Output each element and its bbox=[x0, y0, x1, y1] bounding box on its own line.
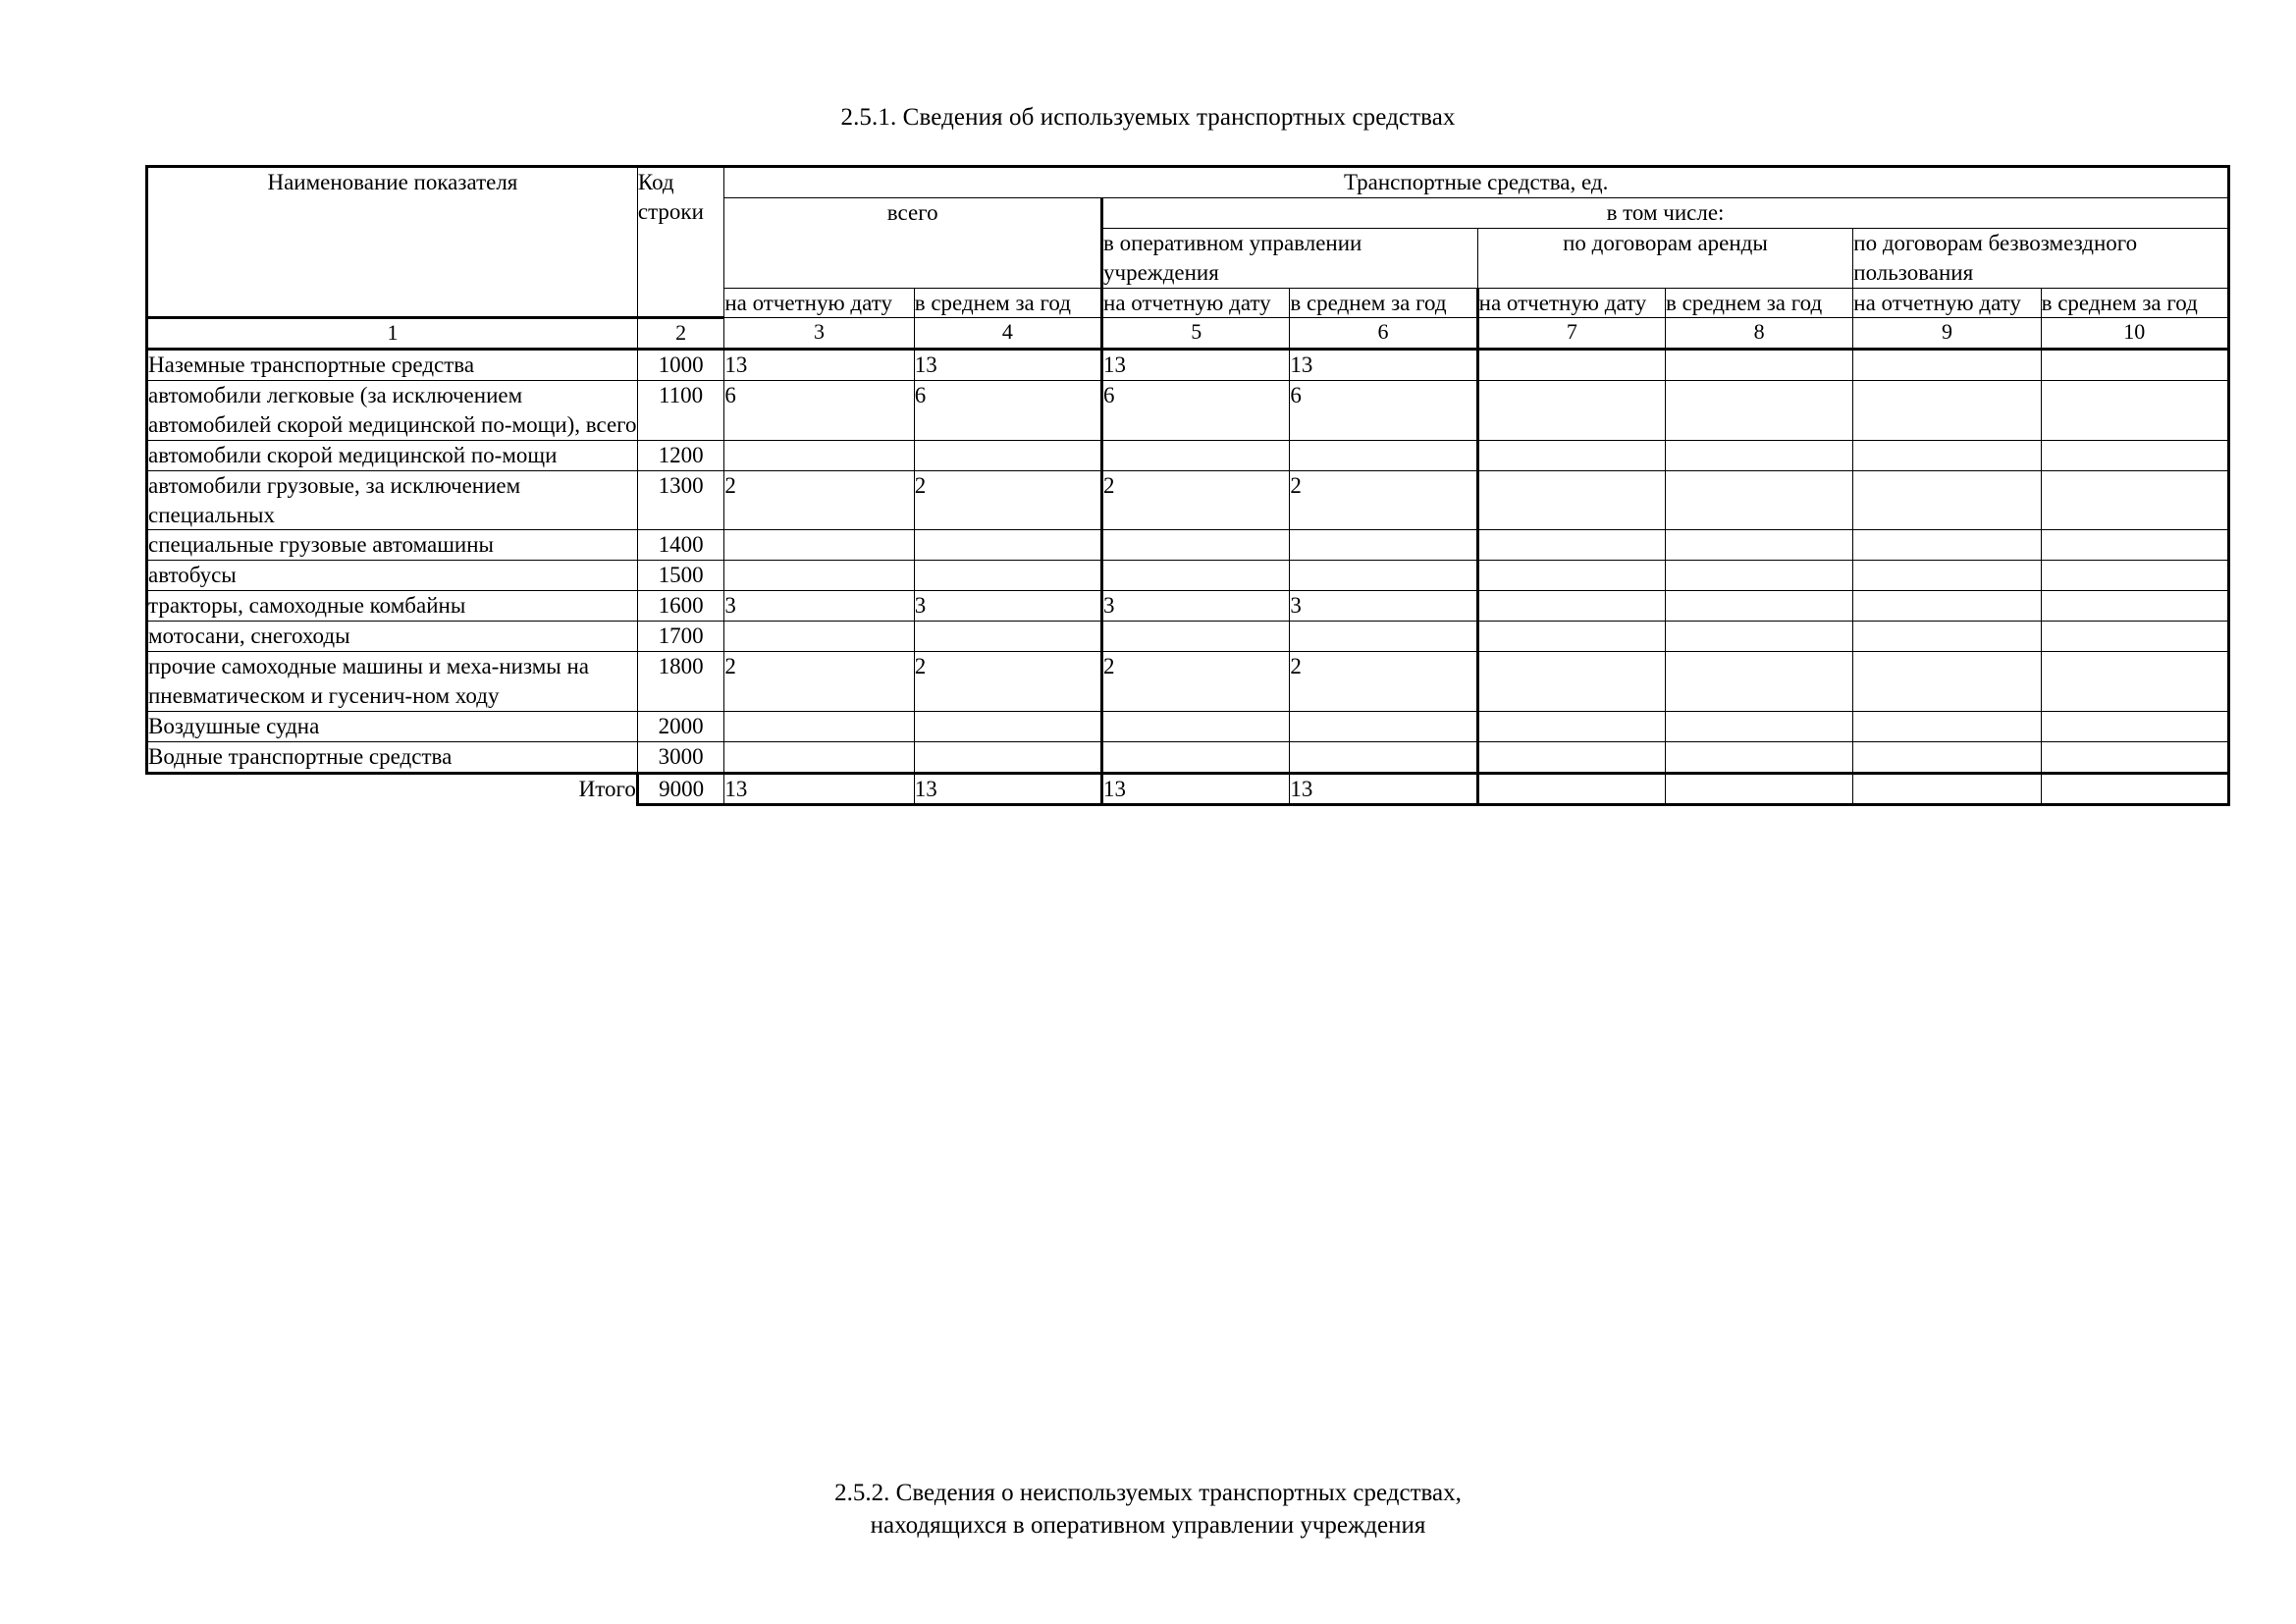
row-value-col4 bbox=[914, 561, 1101, 591]
row-value-col10 bbox=[2041, 470, 2228, 530]
vehicles-table bbox=[145, 165, 2230, 806]
row-value-col7 bbox=[1477, 622, 1665, 652]
row-value-col3: 13 bbox=[724, 350, 914, 381]
colnum-1: 1 bbox=[147, 318, 638, 350]
row-value-col8 bbox=[1665, 561, 1852, 591]
colnum-5: 5 bbox=[1102, 318, 1290, 350]
colnum-10: 10 bbox=[2041, 318, 2228, 350]
total-value-col3: 13 bbox=[724, 773, 914, 805]
row-value-col9 bbox=[1853, 711, 2041, 741]
row-value-col9 bbox=[1853, 530, 2041, 561]
row-value-col4 bbox=[914, 440, 1101, 470]
row-indicator-name: автобусы bbox=[147, 561, 638, 591]
row-value-col7 bbox=[1477, 711, 1665, 741]
row-value-col4: 2 bbox=[914, 470, 1101, 530]
vehicles-table-container bbox=[145, 165, 2230, 806]
header-indicator-name: Наименование показателя bbox=[147, 167, 638, 318]
row-indicator-name: мотосани, снегоходы bbox=[147, 622, 638, 652]
row-value-col9 bbox=[1853, 622, 2041, 652]
total-value-col8 bbox=[1665, 773, 1852, 805]
row-value-col5: 6 bbox=[1102, 380, 1290, 440]
colnum-2: 2 bbox=[637, 318, 723, 350]
colnum-7: 7 bbox=[1477, 318, 1665, 350]
row-indicator-name: прочие самоходные машины и меха-низмы на пневматическом и гусенич-ном ходу bbox=[147, 651, 638, 711]
colnum-4: 4 bbox=[914, 318, 1101, 350]
vehicles-table-body bbox=[147, 350, 2229, 773]
row-value-col7 bbox=[1477, 591, 1665, 622]
row-value-col9 bbox=[1853, 350, 2041, 381]
row-value-col7 bbox=[1477, 470, 1665, 530]
row-value-col9 bbox=[1853, 470, 2041, 530]
row-value-col3 bbox=[724, 741, 914, 773]
total-value-col5: 13 bbox=[1102, 773, 1290, 805]
row-indicator-name: Наземные транспортные средства bbox=[147, 350, 638, 381]
table-row bbox=[147, 470, 2229, 530]
row-value-col3: 2 bbox=[724, 651, 914, 711]
row-value-col7 bbox=[1477, 561, 1665, 591]
row-value-col9 bbox=[1853, 561, 2041, 591]
row-value-col4: 6 bbox=[914, 380, 1101, 440]
row-code-value: 1400 bbox=[637, 530, 723, 561]
colnum-3: 3 bbox=[724, 318, 914, 350]
row-value-col5: 2 bbox=[1102, 651, 1290, 711]
table-row bbox=[147, 440, 2229, 470]
row-value-col8 bbox=[1665, 530, 1852, 561]
table-row bbox=[147, 591, 2229, 622]
header-col6-avg-year: в среднем за год bbox=[1290, 288, 1477, 318]
header-subgroup-free-use: по договорам безвозмездного пользования bbox=[1853, 228, 2229, 288]
row-indicator-name: специальные грузовые автомашины bbox=[147, 530, 638, 561]
row-value-col10 bbox=[2041, 591, 2228, 622]
row-value-col7 bbox=[1477, 350, 1665, 381]
row-value-col10 bbox=[2041, 440, 2228, 470]
row-code-value: 1800 bbox=[637, 651, 723, 711]
row-value-col8 bbox=[1665, 350, 1852, 381]
row-value-col9 bbox=[1853, 380, 2041, 440]
row-value-col10 bbox=[2041, 622, 2228, 652]
row-value-col10 bbox=[2041, 741, 2228, 773]
total-row bbox=[147, 773, 2229, 805]
row-value-col5: 2 bbox=[1102, 470, 1290, 530]
row-value-col8 bbox=[1665, 622, 1852, 652]
row-value-col8 bbox=[1665, 741, 1852, 773]
footer-line-2: находящихся в оперативном управлении учреждения bbox=[870, 1511, 1426, 1539]
total-row-label: Итого bbox=[147, 773, 638, 805]
header-col7-at-date: на отчетную дату bbox=[1477, 288, 1665, 318]
row-value-col4: 13 bbox=[914, 350, 1101, 381]
row-value-col4: 3 bbox=[914, 591, 1101, 622]
row-value-col4 bbox=[914, 711, 1101, 741]
table-row bbox=[147, 741, 2229, 773]
row-value-col6 bbox=[1290, 530, 1477, 561]
row-code-value: 1600 bbox=[637, 591, 723, 622]
row-value-col3 bbox=[724, 530, 914, 561]
header-col9-at-date: на отчетную дату bbox=[1853, 288, 2041, 318]
row-value-col7 bbox=[1477, 530, 1665, 561]
table-row bbox=[147, 350, 2229, 381]
header-col8-avg-year: в среднем за год bbox=[1665, 288, 1852, 318]
row-value-col6 bbox=[1290, 741, 1477, 773]
row-value-col6: 2 bbox=[1290, 651, 1477, 711]
row-value-col3: 2 bbox=[724, 470, 914, 530]
row-value-col8 bbox=[1665, 711, 1852, 741]
row-code-value: 1500 bbox=[637, 561, 723, 591]
row-code-value: 1000 bbox=[637, 350, 723, 381]
header-row-code: Код строки bbox=[637, 167, 723, 318]
row-value-col7 bbox=[1477, 380, 1665, 440]
row-value-col6: 3 bbox=[1290, 591, 1477, 622]
row-value-col6 bbox=[1290, 561, 1477, 591]
row-value-col10 bbox=[2041, 350, 2228, 381]
header-subgroup-operational: в оперативном управлении учреждения bbox=[1102, 228, 1478, 288]
total-value-col6: 13 bbox=[1290, 773, 1477, 805]
total-value-col7 bbox=[1477, 773, 1665, 805]
row-indicator-name: автомобили грузовые, за исключением специальных bbox=[147, 470, 638, 530]
row-value-col6 bbox=[1290, 622, 1477, 652]
row-value-col10 bbox=[2041, 380, 2228, 440]
row-value-col8 bbox=[1665, 440, 1852, 470]
row-value-col3 bbox=[724, 440, 914, 470]
row-value-col4 bbox=[914, 530, 1101, 561]
row-indicator-name: Водные транспортные средства bbox=[147, 741, 638, 773]
row-value-col9 bbox=[1853, 651, 2041, 711]
row-value-col3 bbox=[724, 711, 914, 741]
row-value-col8 bbox=[1665, 470, 1852, 530]
header-col3-at-date: на отчетную дату bbox=[724, 288, 914, 318]
row-value-col7 bbox=[1477, 440, 1665, 470]
colnum-6: 6 bbox=[1290, 318, 1477, 350]
row-value-col6: 2 bbox=[1290, 470, 1477, 530]
table-row bbox=[147, 622, 2229, 652]
row-value-col4 bbox=[914, 622, 1101, 652]
row-indicator-name: автомобили легковые (за исключением автомобилей скорой медицинской по-мощи), всего bbox=[147, 380, 638, 440]
row-value-col5 bbox=[1102, 530, 1290, 561]
footer-line-1: 2.5.2. Сведения о неиспользуемых транспортных средствах, bbox=[834, 1480, 1462, 1506]
row-value-col10 bbox=[2041, 530, 2228, 561]
row-code-value: 1300 bbox=[637, 470, 723, 530]
row-value-col7 bbox=[1477, 741, 1665, 773]
row-value-col3: 3 bbox=[724, 591, 914, 622]
row-value-col10 bbox=[2041, 561, 2228, 591]
row-value-col3 bbox=[724, 622, 914, 652]
row-value-col5: 3 bbox=[1102, 591, 1290, 622]
row-value-col8 bbox=[1665, 651, 1852, 711]
row-value-col5 bbox=[1102, 741, 1290, 773]
row-value-col9 bbox=[1853, 591, 2041, 622]
row-code-value: 3000 bbox=[637, 741, 723, 773]
row-value-col6 bbox=[1290, 440, 1477, 470]
row-value-col5 bbox=[1102, 622, 1290, 652]
row-value-col5: 13 bbox=[1102, 350, 1290, 381]
row-value-col6: 6 bbox=[1290, 380, 1477, 440]
total-value-col9 bbox=[1853, 773, 2041, 805]
row-indicator-name: автомобили скорой медицинской по-мощи bbox=[147, 440, 638, 470]
table-row bbox=[147, 711, 2229, 741]
header-vehicles-group: Транспортные средства, ед. bbox=[724, 167, 2229, 198]
row-value-col10 bbox=[2041, 711, 2228, 741]
row-value-col5 bbox=[1102, 711, 1290, 741]
row-value-col5 bbox=[1102, 561, 1290, 591]
row-value-col8 bbox=[1665, 591, 1852, 622]
column-number-row bbox=[147, 318, 2229, 350]
page-title: 2.5.1. Сведения об используемых транспортных средствах bbox=[840, 104, 1456, 131]
row-value-col6: 13 bbox=[1290, 350, 1477, 381]
row-value-col3 bbox=[724, 561, 914, 591]
header-col4-avg-year: в среднем за год bbox=[914, 288, 1101, 318]
row-value-col6 bbox=[1290, 711, 1477, 741]
total-row-code: 9000 bbox=[637, 773, 723, 805]
row-value-col8 bbox=[1665, 380, 1852, 440]
total-value-col10 bbox=[2041, 773, 2228, 805]
header-col10-avg-year: в среднем за год bbox=[2041, 288, 2228, 318]
header-subgroup-lease: по договорам аренды bbox=[1477, 228, 1853, 288]
table-row bbox=[147, 651, 2229, 711]
row-indicator-name: Воздушные судна bbox=[147, 711, 638, 741]
table-row bbox=[147, 380, 2229, 440]
row-code-value: 1100 bbox=[637, 380, 723, 440]
colnum-9: 9 bbox=[1853, 318, 2041, 350]
table-row bbox=[147, 530, 2229, 561]
header-row-1 bbox=[147, 167, 2229, 198]
row-value-col9 bbox=[1853, 741, 2041, 773]
colnum-8: 8 bbox=[1665, 318, 1852, 350]
row-value-col3: 6 bbox=[724, 380, 914, 440]
footer-heading bbox=[0, 1478, 2296, 1542]
row-value-col4 bbox=[914, 741, 1101, 773]
row-code-value: 1200 bbox=[637, 440, 723, 470]
vehicles-table-foot bbox=[147, 773, 2229, 805]
table-row bbox=[147, 561, 2229, 591]
header-total-group: всего bbox=[724, 197, 1102, 288]
total-value-col4: 13 bbox=[914, 773, 1101, 805]
header-including-group: в том числе: bbox=[1102, 197, 2229, 228]
row-value-col10 bbox=[2041, 651, 2228, 711]
row-value-col4: 2 bbox=[914, 651, 1101, 711]
row-code-value: 2000 bbox=[637, 711, 723, 741]
row-code-value: 1700 bbox=[637, 622, 723, 652]
row-value-col7 bbox=[1477, 651, 1665, 711]
header-col5-at-date: на отчетную дату bbox=[1102, 288, 1290, 318]
row-value-col5 bbox=[1102, 440, 1290, 470]
row-value-col9 bbox=[1853, 440, 2041, 470]
row-indicator-name: тракторы, самоходные комбайны bbox=[147, 591, 638, 622]
